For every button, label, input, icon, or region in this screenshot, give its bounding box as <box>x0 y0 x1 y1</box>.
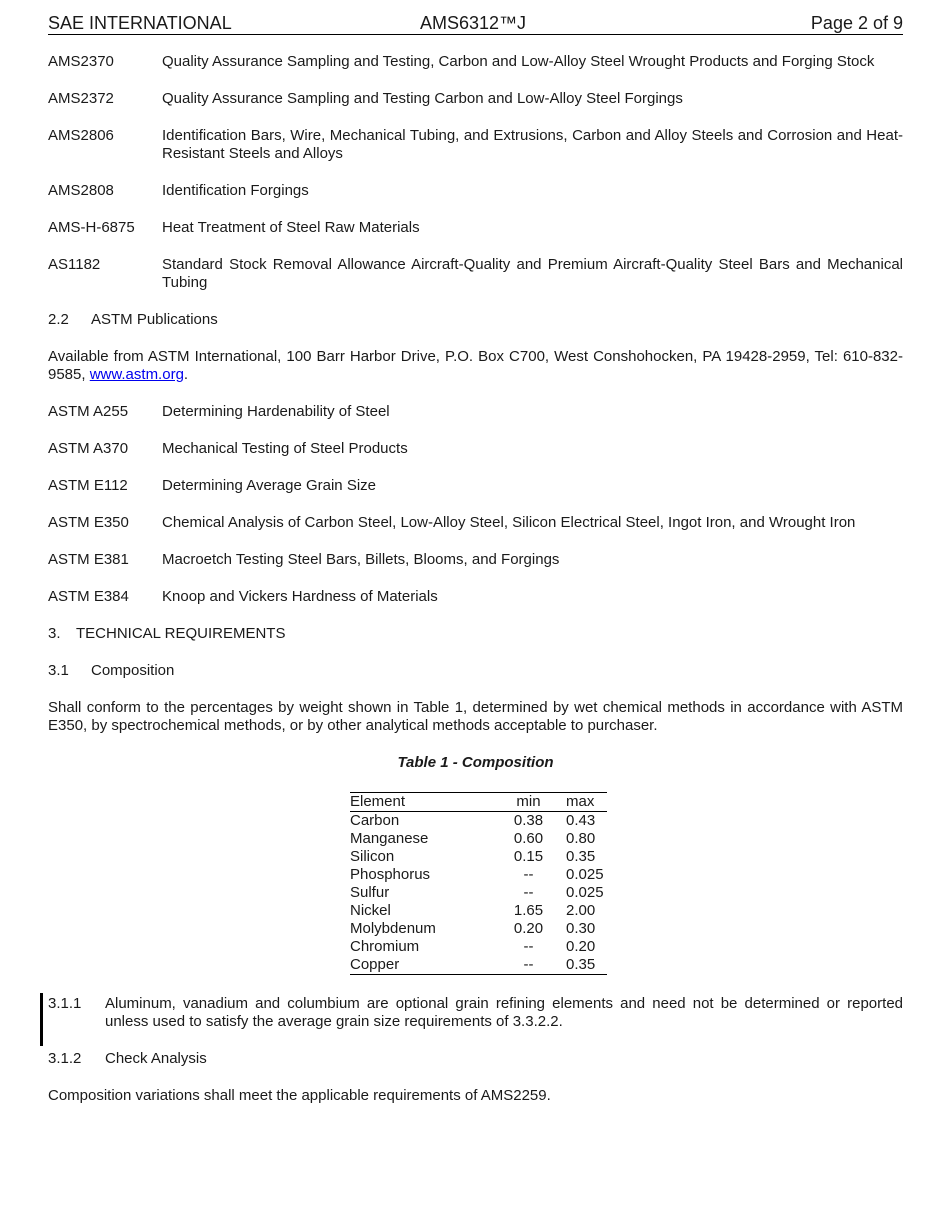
table-caption: Table 1 - Composition <box>397 754 554 771</box>
section-text: Aluminum, vanadium and columbium are optional grain refining elements and need not be determined or reported unless used to satisfy the average grain size requirements of 3.3.2.2. <box>105 995 903 1030</box>
reference-code: ASTM E381 <box>48 551 129 568</box>
reference-item <box>48 53 903 71</box>
reference-code: AMS2808 <box>48 182 114 199</box>
min-cell: 0.15 <box>513 848 544 865</box>
reference-title: Standard Stock Removal Allowance Aircraft-Quality and Premium Aircraft-Quality Steel Bars and Mechanical Tubing <box>162 256 903 291</box>
column-header-max: max <box>566 793 595 810</box>
reference-title: Heat Treatment of Steel Raw Materials <box>162 219 420 236</box>
table-row <box>350 812 607 831</box>
section-3-1-1 <box>48 995 903 1031</box>
element-cell: Molybdenum <box>350 920 436 937</box>
composition-paragraph: Shall conform to the percentages by weight shown in Table 1, determined by wet chemical methods in accordance with ASTM E350, by spectrochemical methods, or by other analytical methods acceptable to purchaser. <box>48 699 903 734</box>
reference-code: AMS2372 <box>48 90 114 107</box>
reference-code: ASTM A255 <box>48 403 129 420</box>
max-cell: 0.80 <box>566 830 596 847</box>
table-row <box>350 884 607 902</box>
reference-item <box>48 477 903 495</box>
max-cell: 0.35 <box>566 848 596 865</box>
min-cell: -- <box>523 956 534 973</box>
reference-item <box>48 256 903 292</box>
reference-title: Mechanical Testing of Steel Products <box>162 440 408 457</box>
reference-code: ASTM E350 <box>48 514 129 531</box>
astm-reference-list <box>48 403 903 606</box>
reference-item <box>48 588 903 606</box>
section-number: 3.1.1 <box>48 995 82 1012</box>
table-row <box>350 830 607 848</box>
min-cell: -- <box>523 938 534 955</box>
section-number: 2.2 <box>48 311 69 328</box>
header-org: SAE INTERNATIONAL <box>48 13 232 33</box>
reference-item <box>48 551 903 569</box>
section-title: Check Analysis <box>105 1050 207 1067</box>
element-cell: Sulfur <box>350 884 390 901</box>
table-row <box>350 938 607 956</box>
element-cell: Manganese <box>350 830 429 847</box>
reference-code: ASTM A370 <box>48 440 129 457</box>
table-row <box>350 866 607 884</box>
element-cell: Carbon <box>350 812 400 829</box>
element-cell: Nickel <box>350 902 391 919</box>
reference-item <box>48 403 903 421</box>
document-body <box>48 53 903 1124</box>
section-title: TECHNICAL REQUIREMENTS <box>76 625 286 642</box>
header-page-number: Page 2 of 9 <box>810 13 903 33</box>
min-cell: -- <box>523 884 534 901</box>
min-cell: -- <box>523 866 534 883</box>
min-cell: 1.65 <box>513 902 544 919</box>
availability-end: . <box>183 366 189 383</box>
column-header-element: Element <box>350 793 406 810</box>
astm-availability-paragraph <box>48 348 903 384</box>
max-cell: 2.00 <box>566 902 596 919</box>
check-analysis-paragraph: Composition variations shall meet the applicable requirements of AMS2259. <box>48 1087 551 1104</box>
composition-table <box>350 792 607 975</box>
header-doc-id: AMS6312™J <box>420 13 527 33</box>
reference-item <box>48 440 903 458</box>
table-row <box>350 920 607 938</box>
reference-item <box>48 514 903 532</box>
ams-reference-list <box>48 53 903 292</box>
table-row <box>350 956 607 975</box>
max-cell: 0.025 <box>566 884 604 901</box>
section-number: 3.1 <box>48 662 69 679</box>
reference-item <box>48 182 903 200</box>
column-header-min: min <box>516 793 541 810</box>
reference-item <box>48 90 903 108</box>
reference-code: AMS2370 <box>48 53 114 70</box>
min-cell: 0.20 <box>513 920 544 937</box>
reference-code: AMS-H-6875 <box>48 219 135 236</box>
element-cell: Phosphorus <box>350 866 431 883</box>
table-row <box>350 902 607 920</box>
page-header <box>48 13 903 35</box>
reference-code: AMS2806 <box>48 127 114 144</box>
reference-code: ASTM E112 <box>48 477 128 494</box>
section-title: Composition <box>91 662 175 679</box>
section-heading-check-analysis <box>48 1050 903 1068</box>
max-cell: 0.025 <box>566 866 604 883</box>
min-cell: 0.60 <box>513 830 544 847</box>
reference-title: Determining Average Grain Size <box>162 477 376 494</box>
availability-text: Available from ASTM International, 100 Barr Harbor Drive, P.O. Box C700, West Conshohocken, PA 19428-2959, Tel: 610-832-9585, <box>48 348 903 383</box>
element-cell: Chromium <box>350 938 420 955</box>
element-cell: Silicon <box>350 848 395 865</box>
max-cell: 0.30 <box>566 920 596 937</box>
revision-change-bar <box>40 993 43 1046</box>
reference-title: Identification Bars, Wire, Mechanical Tubing, and Extrusions, Carbon and Alloy Steels and Corrosion and Heat-Resistant Steels and Alloys <box>162 127 903 162</box>
table-header-row <box>350 793 607 812</box>
section-heading-composition <box>48 662 903 680</box>
max-cell: 0.35 <box>566 956 596 973</box>
reference-title: Determining Hardenability of Steel <box>162 403 390 420</box>
reference-code: AS1182 <box>48 256 101 273</box>
section-heading-technical <box>48 625 903 643</box>
section-number: 3.1.2 <box>48 1050 82 1067</box>
min-cell: 0.38 <box>513 812 544 829</box>
section-number: 3. <box>48 625 61 642</box>
reference-title: Quality Assurance Sampling and Testing, Carbon and Low-Alloy Steel Wrought Products and Forging Stock <box>162 53 875 70</box>
reference-title: Identification Forgings <box>162 182 309 199</box>
section-title: ASTM Publications <box>91 311 218 328</box>
reference-title: Macroetch Testing Steel Bars, Billets, Blooms, and Forgings <box>162 551 560 568</box>
reference-code: ASTM E384 <box>48 588 129 605</box>
reference-title: Quality Assurance Sampling and Testing Carbon and Low-Alloy Steel Forgings <box>162 90 683 107</box>
reference-item <box>48 127 903 163</box>
reference-title: Chemical Analysis of Carbon Steel, Low-Alloy Steel, Silicon Electrical Steel, Ingot Iron, and Wrought Iron <box>162 514 856 531</box>
astm-website-link[interactable]: www.astm.org <box>89 366 184 383</box>
max-cell: 0.20 <box>566 938 596 955</box>
table-row <box>350 848 607 866</box>
max-cell: 0.43 <box>566 812 596 829</box>
reference-title: Knoop and Vickers Hardness of Materials <box>162 588 438 605</box>
section-heading-astm <box>48 311 903 329</box>
reference-item <box>48 219 903 237</box>
element-cell: Copper <box>350 956 400 973</box>
